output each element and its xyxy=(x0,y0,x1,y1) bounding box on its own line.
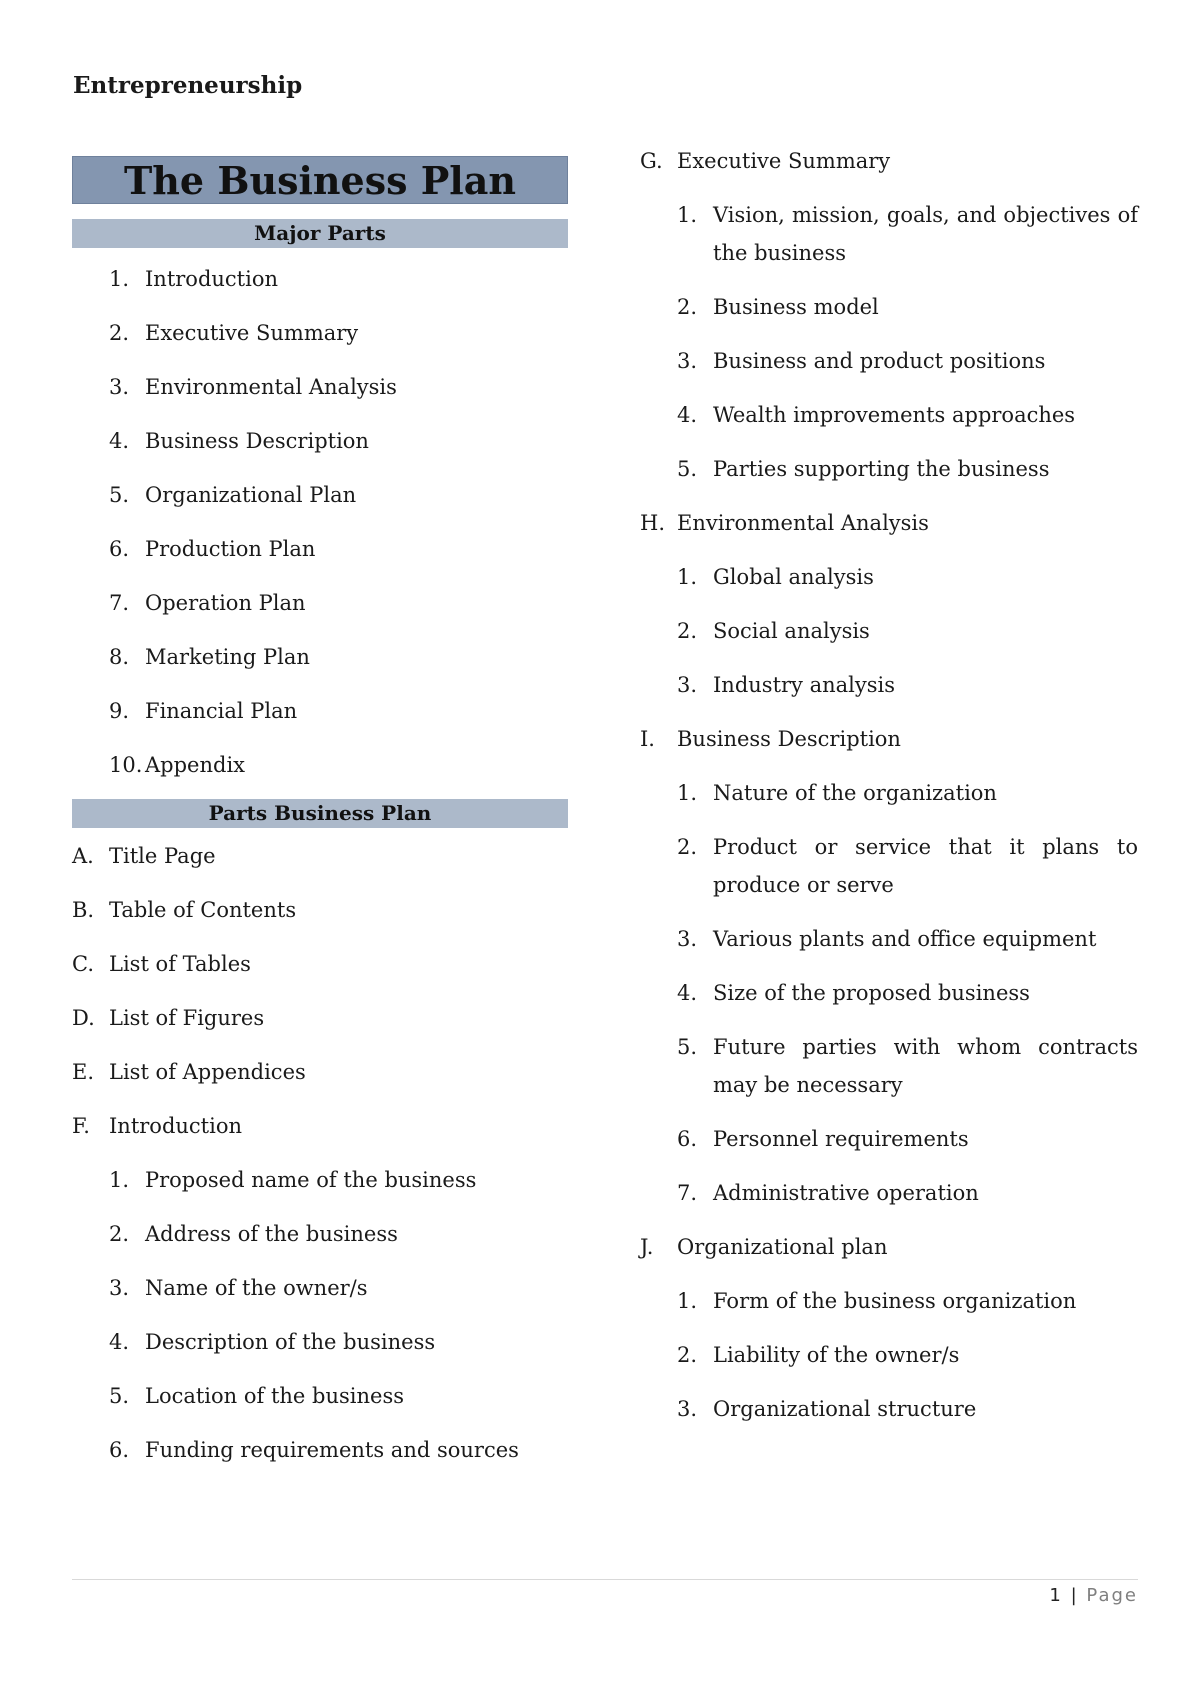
list-item-text: Operation Plan xyxy=(145,591,306,615)
list-item-text: Marketing Plan xyxy=(145,645,310,669)
list-item xyxy=(640,920,1138,958)
list-item xyxy=(72,530,568,568)
section-item xyxy=(640,142,1138,180)
list-item-text: Social analysis xyxy=(713,619,870,643)
list-marker: 4. xyxy=(677,403,698,427)
section-item xyxy=(72,891,568,929)
parts-list-left xyxy=(72,837,568,1469)
list-item xyxy=(72,422,568,460)
list-item-text: Liability of the owner/s xyxy=(713,1343,960,1367)
list-item-text: Executive Summary xyxy=(145,321,359,345)
page-footer xyxy=(1049,1585,1138,1606)
list-item-text: List of Appendices xyxy=(109,1060,306,1084)
list-marker: 1. xyxy=(109,267,130,291)
list-marker: 4. xyxy=(109,1330,130,1354)
parts-business-plan-heading: Parts Business Plan xyxy=(72,799,568,828)
list-item xyxy=(640,1174,1138,1212)
right-column xyxy=(640,149,1138,1444)
list-item-text: Description of the business xyxy=(145,1330,436,1354)
list-item-text: Environmental Analysis xyxy=(145,375,397,399)
list-item-text: Administrative operation xyxy=(713,1181,979,1205)
list-marker: 3. xyxy=(677,927,698,951)
list-marker: J. xyxy=(640,1235,654,1259)
list-item xyxy=(72,260,568,298)
page-separator: | xyxy=(1070,1585,1079,1606)
list-marker: 7. xyxy=(677,1181,698,1205)
list-marker: 6. xyxy=(677,1127,698,1151)
list-item-text: Address of the business xyxy=(145,1222,398,1246)
list-item xyxy=(72,1323,568,1361)
list-marker: 1. xyxy=(109,1168,130,1192)
list-marker: F. xyxy=(72,1114,90,1138)
list-item-text: Business Description xyxy=(145,429,369,453)
list-marker: 2. xyxy=(677,835,698,859)
list-item xyxy=(640,342,1138,380)
list-marker: D. xyxy=(72,1006,95,1030)
list-item-text: Business and product positions xyxy=(713,349,1046,373)
list-marker: 6. xyxy=(109,1438,130,1462)
list-item-text: Proposed name of the business xyxy=(145,1168,477,1192)
list-item xyxy=(72,1431,568,1469)
list-marker: I. xyxy=(640,727,655,751)
section-item xyxy=(72,837,568,875)
list-item xyxy=(72,746,568,784)
list-item xyxy=(640,196,1138,272)
list-marker: 3. xyxy=(677,349,698,373)
list-item xyxy=(640,450,1138,488)
list-item-text: Business model xyxy=(713,295,879,319)
list-item-text: Introduction xyxy=(145,267,278,291)
list-item xyxy=(640,1282,1138,1320)
list-marker: 5. xyxy=(677,457,698,481)
list-marker: 1. xyxy=(677,565,698,589)
list-item-text: Financial Plan xyxy=(145,699,298,723)
list-item-text: Production Plan xyxy=(145,537,316,561)
list-marker: E. xyxy=(72,1060,95,1084)
list-item xyxy=(640,774,1138,812)
list-item-text: Form of the business organization xyxy=(713,1289,1077,1313)
list-item xyxy=(72,1215,568,1253)
section-item xyxy=(640,720,1138,758)
list-marker: 7. xyxy=(109,591,130,615)
list-item-text: Nature of the organization xyxy=(713,781,997,805)
list-item xyxy=(640,396,1138,434)
parts-list-right xyxy=(640,142,1138,1428)
list-marker: 2. xyxy=(109,1222,130,1246)
list-marker: 6. xyxy=(109,537,130,561)
list-item xyxy=(640,1028,1138,1104)
list-marker: 10. xyxy=(109,753,143,777)
list-marker: 5. xyxy=(109,483,130,507)
section-item xyxy=(72,1107,568,1145)
list-marker: 3. xyxy=(677,1397,698,1421)
left-column xyxy=(72,156,568,1485)
major-parts-list xyxy=(72,260,568,784)
list-item-text: Organizational plan xyxy=(677,1235,888,1259)
list-item-text: Wealth improvements approaches xyxy=(713,403,1076,427)
list-item xyxy=(640,1336,1138,1374)
list-marker: 1. xyxy=(677,781,698,805)
list-marker: 2. xyxy=(677,1343,698,1367)
list-item xyxy=(72,368,568,406)
list-marker: 3. xyxy=(109,375,130,399)
list-item-text: Product or service that it plans to produce or serve xyxy=(713,835,1138,897)
list-marker: 2. xyxy=(109,321,130,345)
list-item-text: Table of Contents xyxy=(109,898,297,922)
list-item-text: Global analysis xyxy=(713,565,874,589)
list-item-text: Size of the proposed business xyxy=(713,981,1030,1005)
list-item-text: Industry analysis xyxy=(713,673,895,697)
list-item-text: Various plants and office equipment xyxy=(713,927,1097,951)
list-marker: 5. xyxy=(677,1035,698,1059)
list-item-text: Location of the business xyxy=(145,1384,404,1408)
list-marker: G. xyxy=(640,149,663,173)
list-marker: B. xyxy=(72,898,95,922)
list-item-text: Organizational structure xyxy=(713,1397,977,1421)
list-item xyxy=(640,288,1138,326)
list-item-text: Organizational Plan xyxy=(145,483,357,507)
list-marker: 5. xyxy=(109,1384,130,1408)
list-marker: 3. xyxy=(109,1276,130,1300)
list-marker: 4. xyxy=(109,429,130,453)
list-item-text: List of Figures xyxy=(109,1006,265,1030)
list-item-text: Future parties with whom contracts may be necessary xyxy=(713,1035,1138,1097)
list-item xyxy=(640,1120,1138,1158)
page-label: Page xyxy=(1086,1585,1138,1606)
list-item xyxy=(72,584,568,622)
document-title: The Business Plan xyxy=(72,156,568,204)
page-number: 1 xyxy=(1049,1585,1063,1606)
list-item-text: Executive Summary xyxy=(677,149,891,173)
list-item-text: List of Tables xyxy=(109,952,251,976)
section-item xyxy=(640,1228,1138,1266)
list-item xyxy=(640,612,1138,650)
list-item xyxy=(72,476,568,514)
list-marker: A. xyxy=(72,844,94,868)
list-marker: 1. xyxy=(677,203,698,227)
list-item-text: Introduction xyxy=(109,1114,242,1138)
list-item-text: Environmental Analysis xyxy=(677,511,929,535)
list-item xyxy=(640,558,1138,596)
section-item xyxy=(72,999,568,1037)
list-item xyxy=(72,1377,568,1415)
footer-divider xyxy=(72,1579,1138,1580)
list-item-text: Title Page xyxy=(109,844,216,868)
list-item-text: Business Description xyxy=(677,727,901,751)
list-item xyxy=(640,1390,1138,1428)
list-marker: 1. xyxy=(677,1289,698,1313)
list-item xyxy=(72,314,568,352)
list-marker: 8. xyxy=(109,645,130,669)
list-item-text: Vision, mission, goals, and objectives of the business xyxy=(713,203,1138,265)
list-item xyxy=(72,1269,568,1307)
list-item xyxy=(640,828,1138,904)
list-marker: 3. xyxy=(677,673,698,697)
list-marker: H. xyxy=(640,511,665,535)
header-title: Entrepreneurship xyxy=(73,72,303,99)
section-item xyxy=(72,1053,568,1091)
list-item xyxy=(640,974,1138,1012)
list-item-text: Funding requirements and sources xyxy=(145,1438,519,1462)
list-item-text: Name of the owner/s xyxy=(145,1276,368,1300)
major-parts-heading: Major Parts xyxy=(72,219,568,248)
list-marker: C. xyxy=(72,952,94,976)
list-marker: 2. xyxy=(677,295,698,319)
section-item xyxy=(640,504,1138,542)
list-item-text: Personnel requirements xyxy=(713,1127,969,1151)
list-marker: 2. xyxy=(677,619,698,643)
list-item xyxy=(72,692,568,730)
list-item-text: Appendix xyxy=(145,753,246,777)
section-item xyxy=(72,945,568,983)
list-item xyxy=(640,666,1138,704)
list-item xyxy=(72,1161,568,1199)
list-item-text: Parties supporting the business xyxy=(713,457,1050,481)
list-marker: 4. xyxy=(677,981,698,1005)
list-item xyxy=(72,638,568,676)
list-marker: 9. xyxy=(109,699,130,723)
